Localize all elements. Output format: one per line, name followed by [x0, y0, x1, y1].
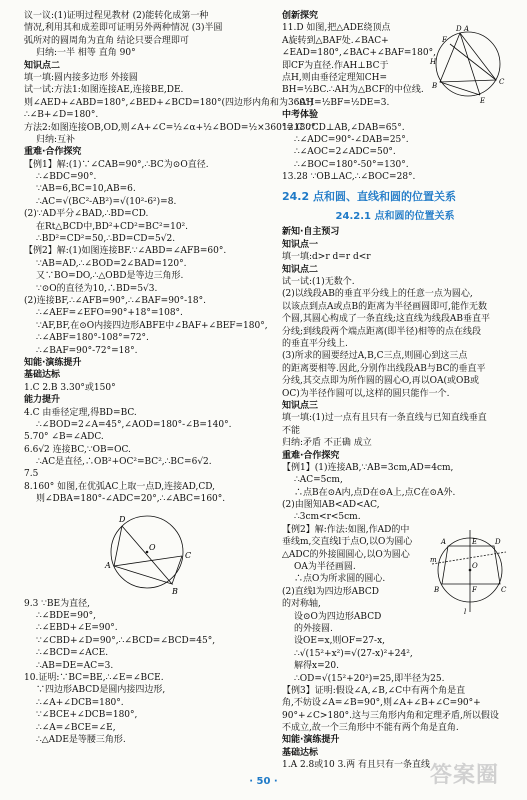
point-label: O — [472, 561, 478, 570]
text-line: 解得x=20. — [294, 661, 339, 672]
text-line: ∴BD²=CD²=50,∴BD=CD=5√2. — [36, 234, 176, 245]
text-line: 12.C ∵CD⊥AB,∠DAB=65°. — [282, 122, 405, 133]
section-heading: 中考体验 — [282, 110, 319, 121]
text-line: 的外接圆. — [294, 623, 333, 634]
text-line: 5.70° ∠B=∠ADC. — [24, 432, 104, 443]
text-line: ∴∠BAF=90°-72°=18°. — [36, 345, 138, 356]
text-line: 的距离要相等.因此,分别作出线段AB与BC的垂直平 — [282, 363, 486, 374]
text-line: 填一填:圆内接多边形 外接圆 — [24, 72, 138, 83]
text-line: ∴∠B+∠D=180°. — [24, 110, 99, 121]
text-line: 10.证明:∵BC=BE,∴∠E=∠BCE. — [24, 672, 164, 683]
text-line: ∴∠AOC=2∠ADC=50°. — [294, 147, 396, 158]
text-line: 的对称轴, — [282, 599, 321, 610]
text-line: ∴点O为所求圆的圆心. — [294, 574, 386, 585]
text-line: ∴∠A=∠BCE=∠E, — [36, 722, 116, 733]
section-heading: 创新探究 — [282, 11, 319, 21]
text-line: 11.D 如图,把△ADE绕顶点 — [282, 23, 391, 34]
subsection-heading: 能力提升 — [24, 395, 61, 406]
text-line: ∵AB=AD,∴∠BOD=2∠BAD=120°. — [36, 258, 187, 269]
text-line: 分线,其交点即为所作圆的圆心O,再以OA(或OB或 — [282, 376, 479, 387]
text-line: ∵∠CBD+∠D=90°,∴∠BCD=∠BCD=45°, — [36, 635, 216, 646]
point-label: F — [472, 585, 477, 594]
text-line: ∴AB=DE=AC=3. — [36, 660, 114, 671]
text-line: ∴AH=½BF=½DE=3. — [294, 97, 390, 108]
point-label: B — [434, 585, 440, 594]
point-label: m — [430, 555, 437, 564]
text-line: 填一填:d>r d=r d<r — [282, 252, 371, 263]
text-line: (2)∵AD平分∠BAD,∴BD=CD. — [24, 209, 149, 220]
subsection-heading: 基础达标 — [24, 370, 61, 381]
text-line: 垂线m,交直线l于点O,以O为圆心 — [282, 537, 413, 548]
text-line: 填一填:(1)过一点有且只有一条直线与已知直线垂直 — [282, 413, 487, 424]
point-label: D — [456, 25, 462, 33]
text-line: 弧所对的圆周角为直角 结论只要合理即可 — [24, 35, 189, 46]
text-line: ∴∠EBD+∠E=90°. — [36, 623, 118, 634]
text-line: 【例2】解:(1)如图连接BF.∵∠ABD=∠AFB=60°. — [24, 246, 227, 257]
text-line: ∴∠ADC=90°-∠DAB=25°. — [294, 134, 409, 145]
text-line: ∴AC=√(BC²-AB²)=√(10²-6²)=8. — [36, 196, 177, 207]
text-line: 【例2】解:作法:如图,作AD的中 — [282, 524, 410, 535]
text-line: A旋转到△BAF处.∠BAC+ — [282, 35, 389, 46]
text-line: 个圆,其圆心构成了一条直线;这直线为线段AB垂直平 — [282, 314, 491, 325]
point-label: A — [441, 537, 447, 546]
subsection-heading: 基础达标 — [282, 747, 319, 758]
text-line: 【例1】(1)连接AB,∵AB=3cm,AD=4cm, — [282, 462, 454, 473]
watermark-logo: 答案圈 — [430, 763, 500, 788]
section-heading: 知识点二 — [24, 60, 61, 71]
text-line: (2)连接BF,∴∠AFB=90°,∴∠BAF=90°-18°. — [24, 295, 207, 306]
text-line: OA为半径画圆. — [294, 562, 356, 573]
text-line: 【例3】证明:假设∠A,∠B,∠C中有两个角是直 — [282, 685, 466, 696]
text-line: 试一试:方法1:如图连接AE,连接BE,DE. — [24, 85, 184, 96]
text-line: ∴∠AEF=∠EFO=90°+18°=108°. — [36, 308, 183, 319]
point-label: D — [119, 514, 126, 524]
right-column — [282, 10, 508, 772]
text-line: ∴AC是直径,∴OB²+OC²=BC²,∴BC=6√2. — [36, 457, 212, 468]
text-line: ∠EAD=180°,∠BAC+∠BAF=180°, — [282, 48, 436, 59]
point-label: l — [464, 607, 467, 616]
text-line: 情况,利用其和成差即可证明另外两种情况 (3)半圆 — [24, 23, 223, 34]
text-line: ∴∠ABF=180°-108°=72°. — [36, 333, 149, 344]
text-line: 又∵BO=DO,∴△OBD是等边三角形. — [36, 271, 184, 282]
text-line: 试一试:(1)无数个. — [282, 277, 355, 288]
text-line: 设⊙O为四边形ABCD — [294, 611, 382, 622]
text-line: ∴∠BDE=90°, — [36, 611, 97, 622]
point-label: C — [499, 78, 505, 86]
section-heading: 重难·合作探究 — [282, 450, 340, 461]
text-line: 以该点到点A或点B的距离为半径画圆即可,能作无数 — [282, 301, 487, 312]
section-heading: 重难·合作探究 — [24, 147, 82, 158]
text-line: 在Rt△BCD中,BD²+CD²=BC²=10². — [36, 221, 189, 232]
text-line: ∴OD=√(15²+20²)=25,即半径为25. — [294, 673, 445, 684]
section-heading: 知能·演练提升 — [24, 357, 82, 368]
text-line: 不成立,故一个三角形中不能有两个角是直角. — [282, 723, 459, 734]
text-line: ∴△ADE是等腰三角形. — [36, 734, 126, 745]
text-line: (2)直线l为四边形ABCD — [282, 586, 380, 597]
text-line: ∴3cm<r<5cm. — [294, 512, 361, 523]
text-line: 角,不妨设∠A=∠B=90°,则∠A+∠B+∠C=90°+ — [282, 698, 481, 709]
knowledge-point-heading: 知识点二 — [282, 264, 319, 275]
text-line: 议一议:(1)证明过程见教材 (2)能转化成第一种 — [24, 11, 209, 21]
text-line: ∴∠A+∠DCB=180°. — [36, 697, 124, 708]
knowledge-point-heading: 知识点一 — [282, 239, 319, 250]
rotation-circle-figure — [428, 24, 508, 104]
text-line: 的垂直平分线上. — [282, 338, 348, 349]
text-line: (2)由图知AB<AD<AC, — [282, 500, 380, 511]
section-heading: 知能·演练提升 — [282, 735, 340, 746]
text-line: BH=½BC.∴AH为△BCF的中位线. — [282, 85, 424, 96]
point-label: C — [185, 550, 192, 560]
text-line: OC)为半径作圆可以,这样的圆只能作一个. — [282, 388, 450, 399]
text-line: 分线;到线段两个端点距离(即半径)相等的点在线段 — [282, 326, 482, 337]
text-line: 13.28 ∵OB⊥AC,∴∠BOC=28°. — [282, 172, 416, 183]
text-line: ∵AB=6,BC=10,AB=6. — [36, 184, 136, 195]
text-line: 1.C 2.B 3.30°或150° — [24, 382, 116, 393]
text-line: ∴点B在⊙A内,点D在⊙A上,点C在⊙A外. — [294, 487, 456, 498]
knowledge-point-heading: 知识点三 — [282, 400, 319, 411]
text-line: ∵⊙O的直径为10,∴BD=5√3. — [36, 283, 158, 294]
text-line: 归纳:一半 相等 直角 90° — [36, 48, 136, 59]
text-line: (2)以线段AB的垂直平分线上的任意一点为圆心, — [282, 289, 473, 300]
text-line: 则∠DBA=180°-∠ADC=20°,∴∠ABC=160°. — [36, 494, 226, 505]
text-line: 4.C 由垂径定理,得BD=BC. — [24, 407, 137, 418]
text-line: 即CF为直径.作AH⊥BC于 — [282, 60, 389, 71]
point-label: H — [430, 58, 437, 66]
point-label: F — [442, 36, 447, 44]
point-label: D — [495, 537, 501, 546]
text-line: ∵四边形ABCD是圆内接四边形, — [36, 685, 166, 696]
text-line: 【例1】解:(1)∵∠CAB=90°,∴BC为⊙O直径. — [24, 159, 209, 170]
point-label: A — [105, 560, 111, 570]
text-line: 方法2:如图连接OB,OD,则∠A+∠C=½∠α+½∠BOD=½×360°=180°. — [24, 122, 319, 133]
point-label: B — [432, 82, 438, 90]
point-label: E — [472, 537, 478, 546]
section-heading: 新知·自主预习 — [282, 227, 340, 238]
text-line: 设OE=x,则OF=27-x, — [294, 636, 386, 647]
point-label: E — [480, 97, 486, 105]
text-line: 则∠AED+∠ABD=180°,∠BED+∠BCD=180°(四边形内角和为360°) — [24, 97, 314, 108]
text-line: ∵∠BCE+∠DCB=180°, — [36, 710, 138, 721]
page-number: · 50 · — [249, 776, 278, 787]
text-line: 归纳:矛盾 不正确 成立 — [282, 438, 372, 449]
text-line: △ADC的外接圆圆心,以O为圆心 — [282, 549, 410, 560]
text-line: 归纳:互补 — [36, 134, 76, 145]
text-line: 7.5 — [24, 469, 39, 480]
text-line: 6.6√2 连接BC,∵OB=OC. — [24, 444, 131, 455]
text-line: 90°+∠C>180°.这与三角形内角和定理矛盾,所以假设 — [282, 710, 499, 721]
point-label: A — [464, 25, 470, 33]
point-label: B — [172, 586, 178, 596]
text-line: ∴√(15²+x²)=√(27-x)²+24², — [294, 648, 413, 659]
text-line: ∴∠BCD=∠ACE. — [36, 648, 109, 659]
point-label: O — [149, 542, 156, 552]
subsection-title: 24.2.1 点和圆的位置关系 — [335, 211, 455, 223]
text-line: 点H,则由垂径定理知CH= — [282, 72, 387, 83]
text-line: 不能 — [282, 425, 301, 436]
text-line: (3)所求的圆要经过A,B,C三点,则圆心到这三点 — [282, 351, 468, 362]
text-line: 8.160° 如图,在优弧AC上取一点D,连接AD,CD, — [24, 481, 216, 492]
text-line: ∴∠BOD=2∠A=45°,∠AOD=180°-∠B=140°. — [36, 419, 232, 430]
section-title: 24.2 点和圆、直线和圆的位置关系 — [282, 190, 456, 204]
text-line: ∴AC=5cm, — [294, 475, 343, 486]
text-line: 9.3 ∵BE为直径, — [24, 598, 90, 609]
text-line: ∵AF,BF,在⊙O内接四边形ABFE中∠BAF+∠BEF=180°, — [36, 320, 268, 331]
point-label: C — [501, 585, 507, 594]
text-line: ∴∠BDC=90°. — [36, 172, 97, 183]
circumcircle-construction-figure — [428, 524, 508, 616]
inscribed-quadrilateral-figure — [92, 508, 202, 596]
text-line: ∴∠BOC=180°-50°=130°. — [294, 159, 409, 170]
text-line: 1.A 2.8或10 3.两 有且只有一条直线 — [282, 760, 431, 771]
